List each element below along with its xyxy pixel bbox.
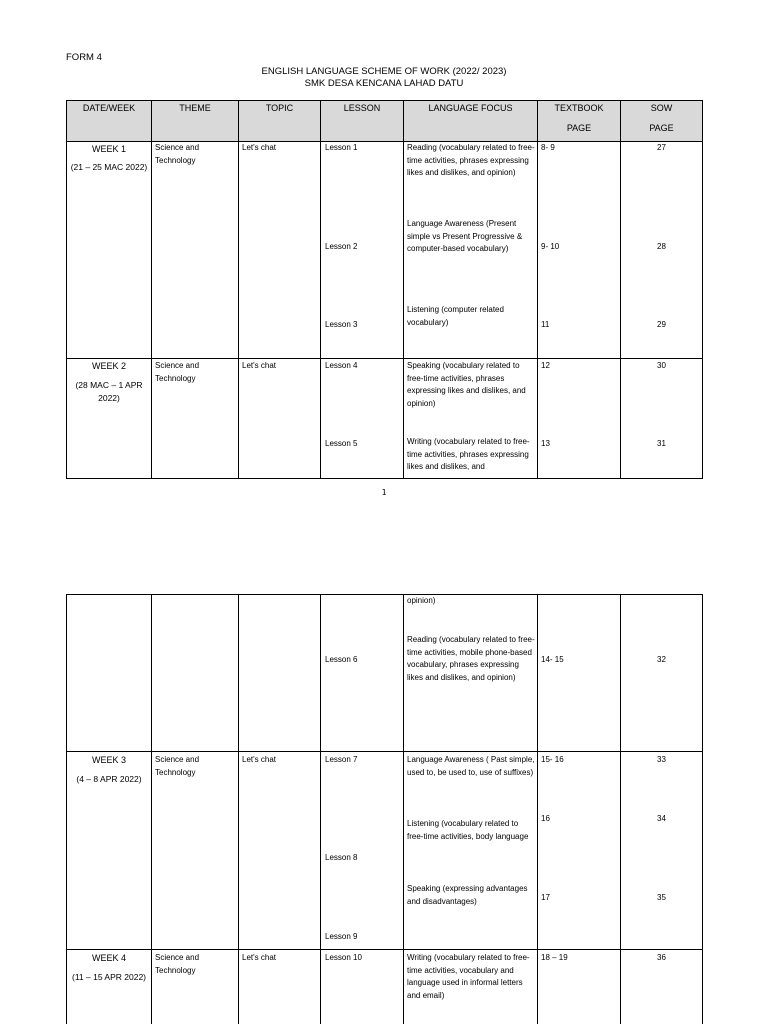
textbook-page-cell: 14- 15: [541, 655, 564, 664]
week-dates: (21 – 25 MAC 2022): [70, 162, 148, 172]
lesson-cell: Lesson 5: [325, 439, 358, 448]
topic-cell: Let's chat: [242, 755, 276, 764]
language-focus-cell: Speaking (expressing advantages and disadvantages): [407, 884, 528, 906]
lesson-cell: Lesson 10: [325, 953, 362, 962]
lesson-cell: Lesson 8: [325, 853, 358, 862]
textbook-page-cell: 11: [541, 320, 550, 329]
language-focus-cell: Writing (vocabulary related to free-time activities, vocabulary and language used in informal letters and email): [407, 953, 530, 1000]
sow-page-cell: 30: [657, 361, 666, 370]
week-label: WEEK 4: [91, 953, 126, 963]
theme-cell: Science and Technology: [155, 755, 200, 777]
header-lesson: LESSON: [343, 103, 381, 113]
topic-cell: Let's chat: [242, 953, 276, 962]
language-focus-cell: Language Awareness ( Past simple, used to, be used to, use of suffixes): [407, 755, 535, 777]
textbook-page-cell: 17: [541, 893, 550, 902]
textbook-page-cell: 9- 10: [541, 242, 560, 251]
lesson-cell: Lesson 3: [325, 320, 358, 329]
lesson-cell: Lesson 1: [325, 143, 358, 152]
header-date-week: DATE/WEEK: [82, 103, 136, 113]
topic-cell: Let's chat: [242, 361, 276, 370]
week-dates: (4 – 8 APR 2022): [76, 774, 142, 784]
language-focus-cell: Language Awareness (Present simple vs Present Progressive & computer-based vocabulary): [407, 219, 523, 253]
week-label: WEEK 2: [91, 361, 126, 371]
sow-page-cell: 27: [657, 143, 666, 152]
language-focus-cell: Listening (vocabulary related to free-time activities, body language: [407, 819, 529, 841]
sow-page-cell: 32: [657, 655, 666, 664]
language-focus-cell: Reading (vocabulary related to free-time activities, mobile phone-based vocabulary, phrases expressing likes and dislikes, and opinion): [407, 635, 535, 682]
header-textbook: TEXTBOOK: [554, 103, 604, 113]
language-focus-cell: Reading (vocabulary related to free-time activities, phrases expressing likes and dislikes, and opinion): [407, 143, 535, 177]
textbook-page-cell: 13: [541, 439, 550, 448]
textbook-page-cell: 8- 9: [541, 143, 555, 152]
header-sow-page: PAGE: [649, 123, 674, 133]
theme-cell: Science and Technology: [155, 953, 200, 975]
topic-cell: Let's chat: [242, 143, 276, 152]
textbook-page-cell: 18 – 19: [541, 953, 568, 962]
sow-page-cell: 28: [657, 242, 666, 251]
sow-page-cell: 34: [657, 814, 666, 823]
lesson-cell: Lesson 9: [325, 932, 358, 941]
header-sow: SOW: [650, 103, 673, 113]
lesson-cell: Lesson 6: [325, 655, 358, 664]
textbook-page-cell: 12: [541, 361, 550, 370]
week-dates: (11 – 15 APR 2022): [71, 972, 147, 982]
header-language-focus: LANGUAGE FOCUS: [428, 103, 513, 113]
sow-page-cell: 31: [657, 439, 666, 448]
sow-page-cell: 36: [657, 953, 666, 962]
sow-page-cell: 33: [657, 755, 666, 764]
language-focus-cell: Speaking (vocabulary related to free-time activities, phrases expressing likes and dislikes, and opinion): [407, 361, 526, 408]
sow-page-cell: 29: [657, 320, 666, 329]
theme-cell: Science and Technology: [155, 143, 200, 165]
school-name: SMK DESA KENCANA LAHAD DATU: [304, 78, 464, 89]
theme-cell: Science and Technology: [155, 361, 200, 383]
sow-page-cell: 35: [657, 893, 666, 902]
language-focus-cell: Listening (computer related vocabulary): [407, 305, 504, 327]
week-label: WEEK 3: [91, 755, 126, 765]
page-number: 1: [381, 488, 387, 497]
textbook-page-cell: 15- 16: [541, 755, 564, 764]
lesson-cell: Lesson 7: [325, 755, 358, 764]
lesson-cell: Lesson 4: [325, 361, 358, 370]
week-label: WEEK 1: [91, 144, 126, 154]
lesson-cell: Lesson 2: [325, 242, 358, 251]
header-topic: TOPIC: [265, 103, 294, 113]
header-theme: THEME: [179, 103, 211, 113]
language-focus-cell: Writing (vocabulary related to free-time activities, phrases expressing likes and dislikes, and: [407, 437, 530, 471]
language-focus-cell: opinion): [407, 596, 436, 605]
form-label: FORM 4: [66, 52, 102, 63]
header-textbook-page: PAGE: [566, 123, 592, 133]
week-dates: (28 MAC – 1 APR 2022): [75, 380, 143, 403]
textbook-page-cell: 16: [541, 814, 550, 823]
document-title: ENGLISH LANGUAGE SCHEME OF WORK (2022/ 2023): [261, 66, 507, 77]
